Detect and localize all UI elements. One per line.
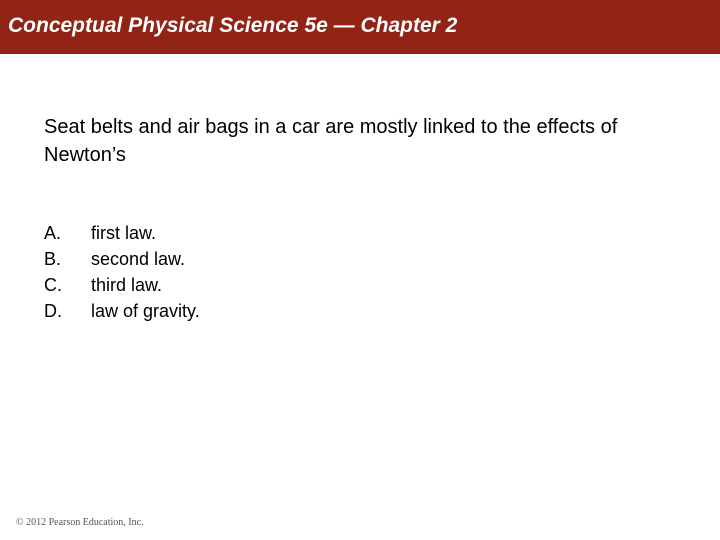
option-text: law of gravity. <box>91 300 200 321</box>
answer-option-d <box>44 298 200 324</box>
option-letter: C. <box>44 274 62 295</box>
option-text: third law. <box>91 274 163 295</box>
slide-title: Conceptual Physical Science 5e — Chapter 2 <box>8 14 458 37</box>
option-letter: D. <box>44 300 62 321</box>
option-text: second law. <box>91 248 186 269</box>
slide-header-bar <box>0 0 720 54</box>
option-letter: A. <box>44 222 62 243</box>
copyright-notice: © 2012 Pearson Education, Inc. <box>16 517 144 528</box>
answer-option-c <box>44 272 200 298</box>
answer-option-b <box>44 246 200 272</box>
question-text: Seat belts and air bags in a car are mostly linked to the effects of Newton’s <box>44 116 618 166</box>
answer-options-list <box>44 220 200 324</box>
option-text: first law. <box>91 222 157 243</box>
option-letter: B. <box>44 248 62 269</box>
answer-option-a <box>44 220 200 246</box>
